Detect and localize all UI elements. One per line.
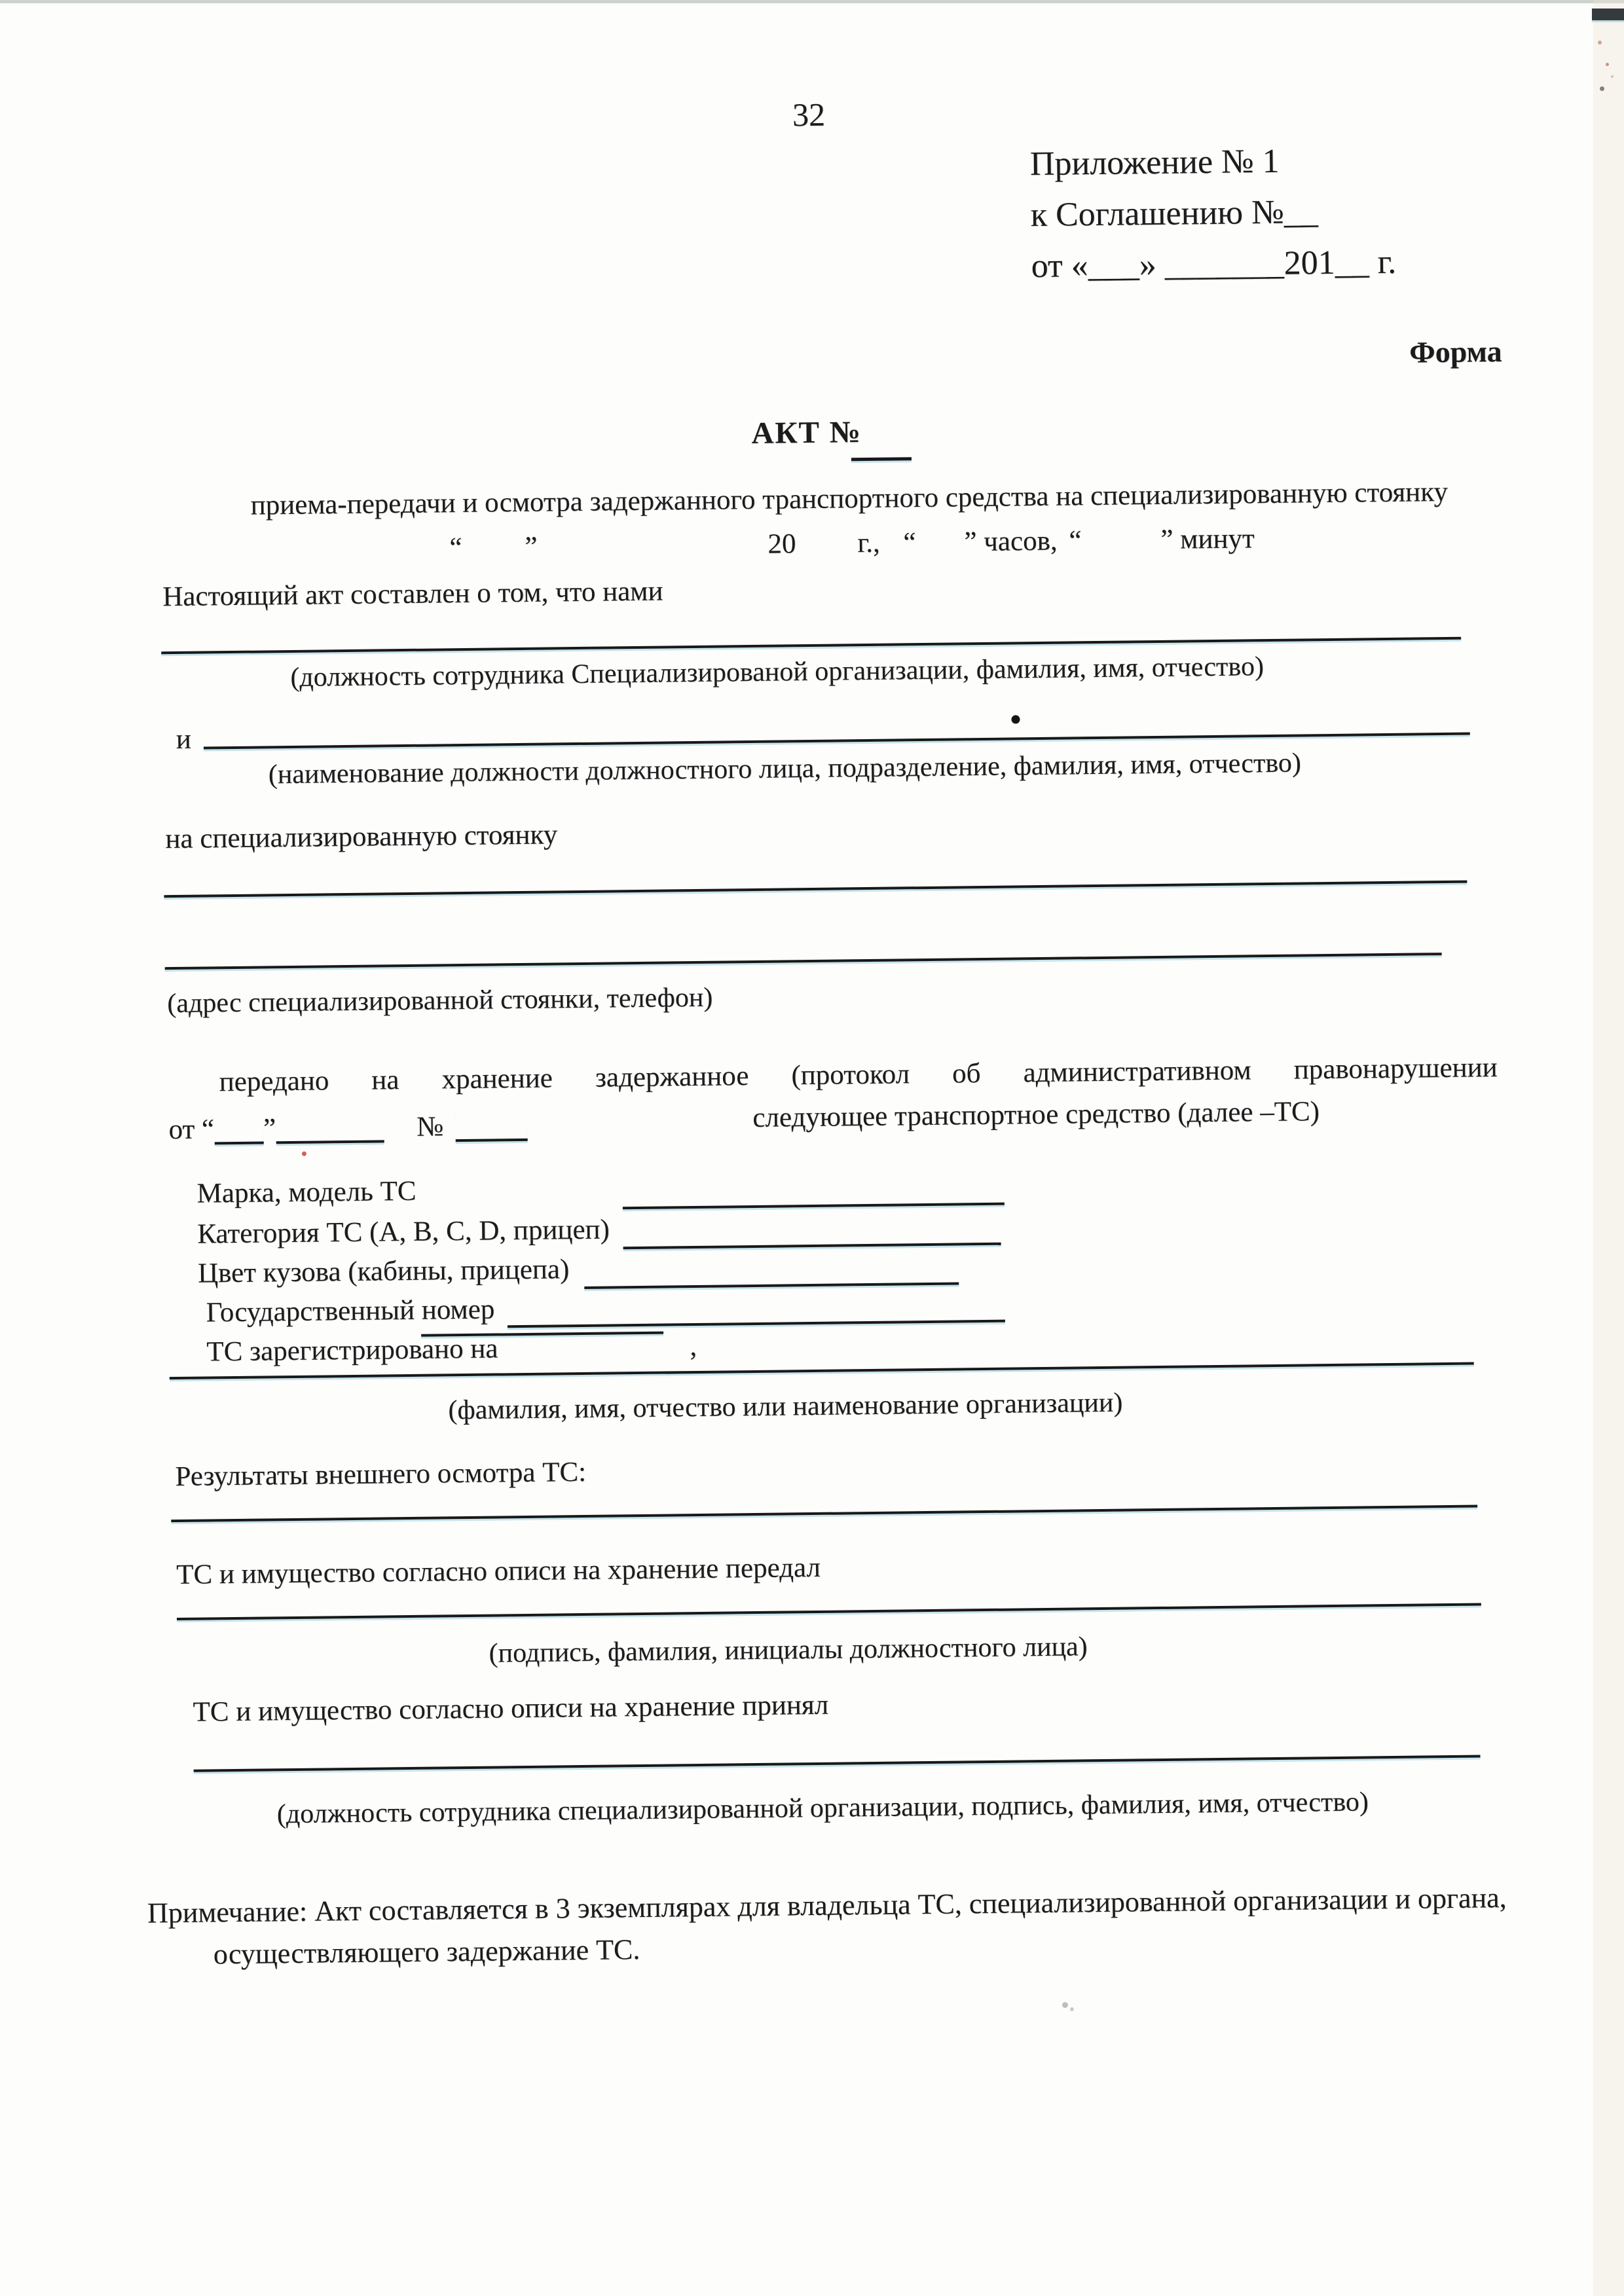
field-label-category: Категория ТС (А, В, С, D, прицеп) [197, 1214, 610, 1250]
registered-comma: , [690, 1331, 697, 1362]
fill-line-received-signature [194, 1755, 1481, 1772]
act-title: АКТ № [751, 415, 862, 450]
protocol-day-blank [214, 1114, 264, 1145]
form-label: Форма [1409, 334, 1502, 369]
appendix-line-1: Приложение № 1 [1029, 142, 1280, 183]
transfer-word: об [951, 1058, 981, 1089]
handover-gave-text: ТС и имущество согласно описи на хранение передал [175, 1552, 821, 1591]
fill-line-parking-2 [165, 953, 1442, 970]
transfer-word: административном [1023, 1055, 1251, 1089]
caption-spec-org-employee: (должность сотрудника Специализированой организации, фамилия, имя, отчество) [290, 651, 1264, 693]
scan-ink-dot [1011, 715, 1020, 723]
day-open-quote: “ [449, 532, 462, 564]
field-label-color: Цвет кузова (кабины, прицепа) [197, 1254, 570, 1289]
transfer-word: на [371, 1065, 399, 1096]
protocol-from-label: от “ [168, 1114, 215, 1146]
transfer-sentence [219, 1051, 1497, 1099]
caption-signature: (подпись, фамилия, инициалы должностного лица) [489, 1631, 1088, 1669]
caption-receiver: (должность сотрудника специализированной организации, подпись, фамилия, имя, отчество) [276, 1787, 1369, 1830]
minutes-open-quote: “ [1069, 525, 1082, 556]
note-line-1: Примечание: Акт составляется в 3 экземплярах для владельца ТС, специализированной организации и органа, [147, 1882, 1507, 1929]
transfer-word: хранение [441, 1063, 553, 1095]
minutes-label: ” минут [1160, 523, 1255, 555]
fill-line-gave-signature [177, 1603, 1481, 1620]
fill-line-official [204, 733, 1470, 750]
caption-address: (адрес специализированной стоянки, телефон) [167, 982, 713, 1019]
year-suffix: г., [857, 527, 881, 559]
fill-line-parking-1 [164, 881, 1467, 898]
appendix-line-2: к Соглашению №__ [1030, 193, 1318, 234]
field-label-state-number: Государственный номер [206, 1294, 495, 1328]
day-close-quote: ” [525, 531, 538, 562]
appendix-block [1029, 135, 1396, 292]
appendix-line-3: от «___» _______201__ г. [1031, 243, 1397, 285]
act-number-blank [851, 457, 912, 461]
protocol-close-quote: ” [263, 1113, 276, 1144]
protocol-number-blank [455, 1111, 528, 1142]
field-blank-make-model [623, 1203, 1005, 1210]
transfer-word: передано [219, 1065, 329, 1098]
and-label: и [175, 723, 192, 755]
caption-official: (наименование должности должностного лица, подразделение, фамилия, имя, отчество) [268, 748, 1302, 790]
field-label-registered-to: ТС зарегистрировано на [206, 1333, 498, 1368]
vehicle-clause: следующее транспортное средство (далее –ТС) [752, 1096, 1320, 1134]
field-blank-category [623, 1243, 1001, 1250]
transfer-word: (протокол [791, 1059, 910, 1091]
inspection-label: Результаты внешнего осмотра ТС: [175, 1456, 587, 1493]
transfer-word: задержанное [595, 1061, 749, 1093]
year-century: 20 [767, 528, 796, 560]
page-number: 32 [792, 96, 826, 134]
field-blank-state-number [507, 1320, 1005, 1328]
protocol-row [168, 1104, 527, 1146]
scan-red-speck [302, 1152, 306, 1156]
protocol-month-blank [276, 1112, 384, 1144]
protocol-number-sign: № [416, 1111, 444, 1142]
transfer-word: правонарушении [1293, 1052, 1498, 1085]
field-label-make-model: Марка, модель ТС [196, 1175, 416, 1209]
to-parking-text: на специализированную стоянку [165, 819, 558, 855]
intro-text: Настоящий акт составлен о том, что нами [162, 575, 663, 613]
hours-label: ” часов, [964, 525, 1058, 558]
hours-open-quote: “ [903, 527, 916, 558]
field-blank-color [584, 1282, 959, 1288]
fill-line-inspection [171, 1505, 1477, 1523]
handover-received-text: ТС и имущество согласно описи на хранение принял [193, 1689, 829, 1728]
caption-owner: (фамилия, имя, отчество или наименование организации) [448, 1387, 1123, 1426]
act-subtitle: приема-передачи и осмотра задержанного транспортного средства на специализированную стоянку [250, 476, 1449, 521]
note-line-2: осуществляющего задержание ТС. [213, 1933, 640, 1971]
